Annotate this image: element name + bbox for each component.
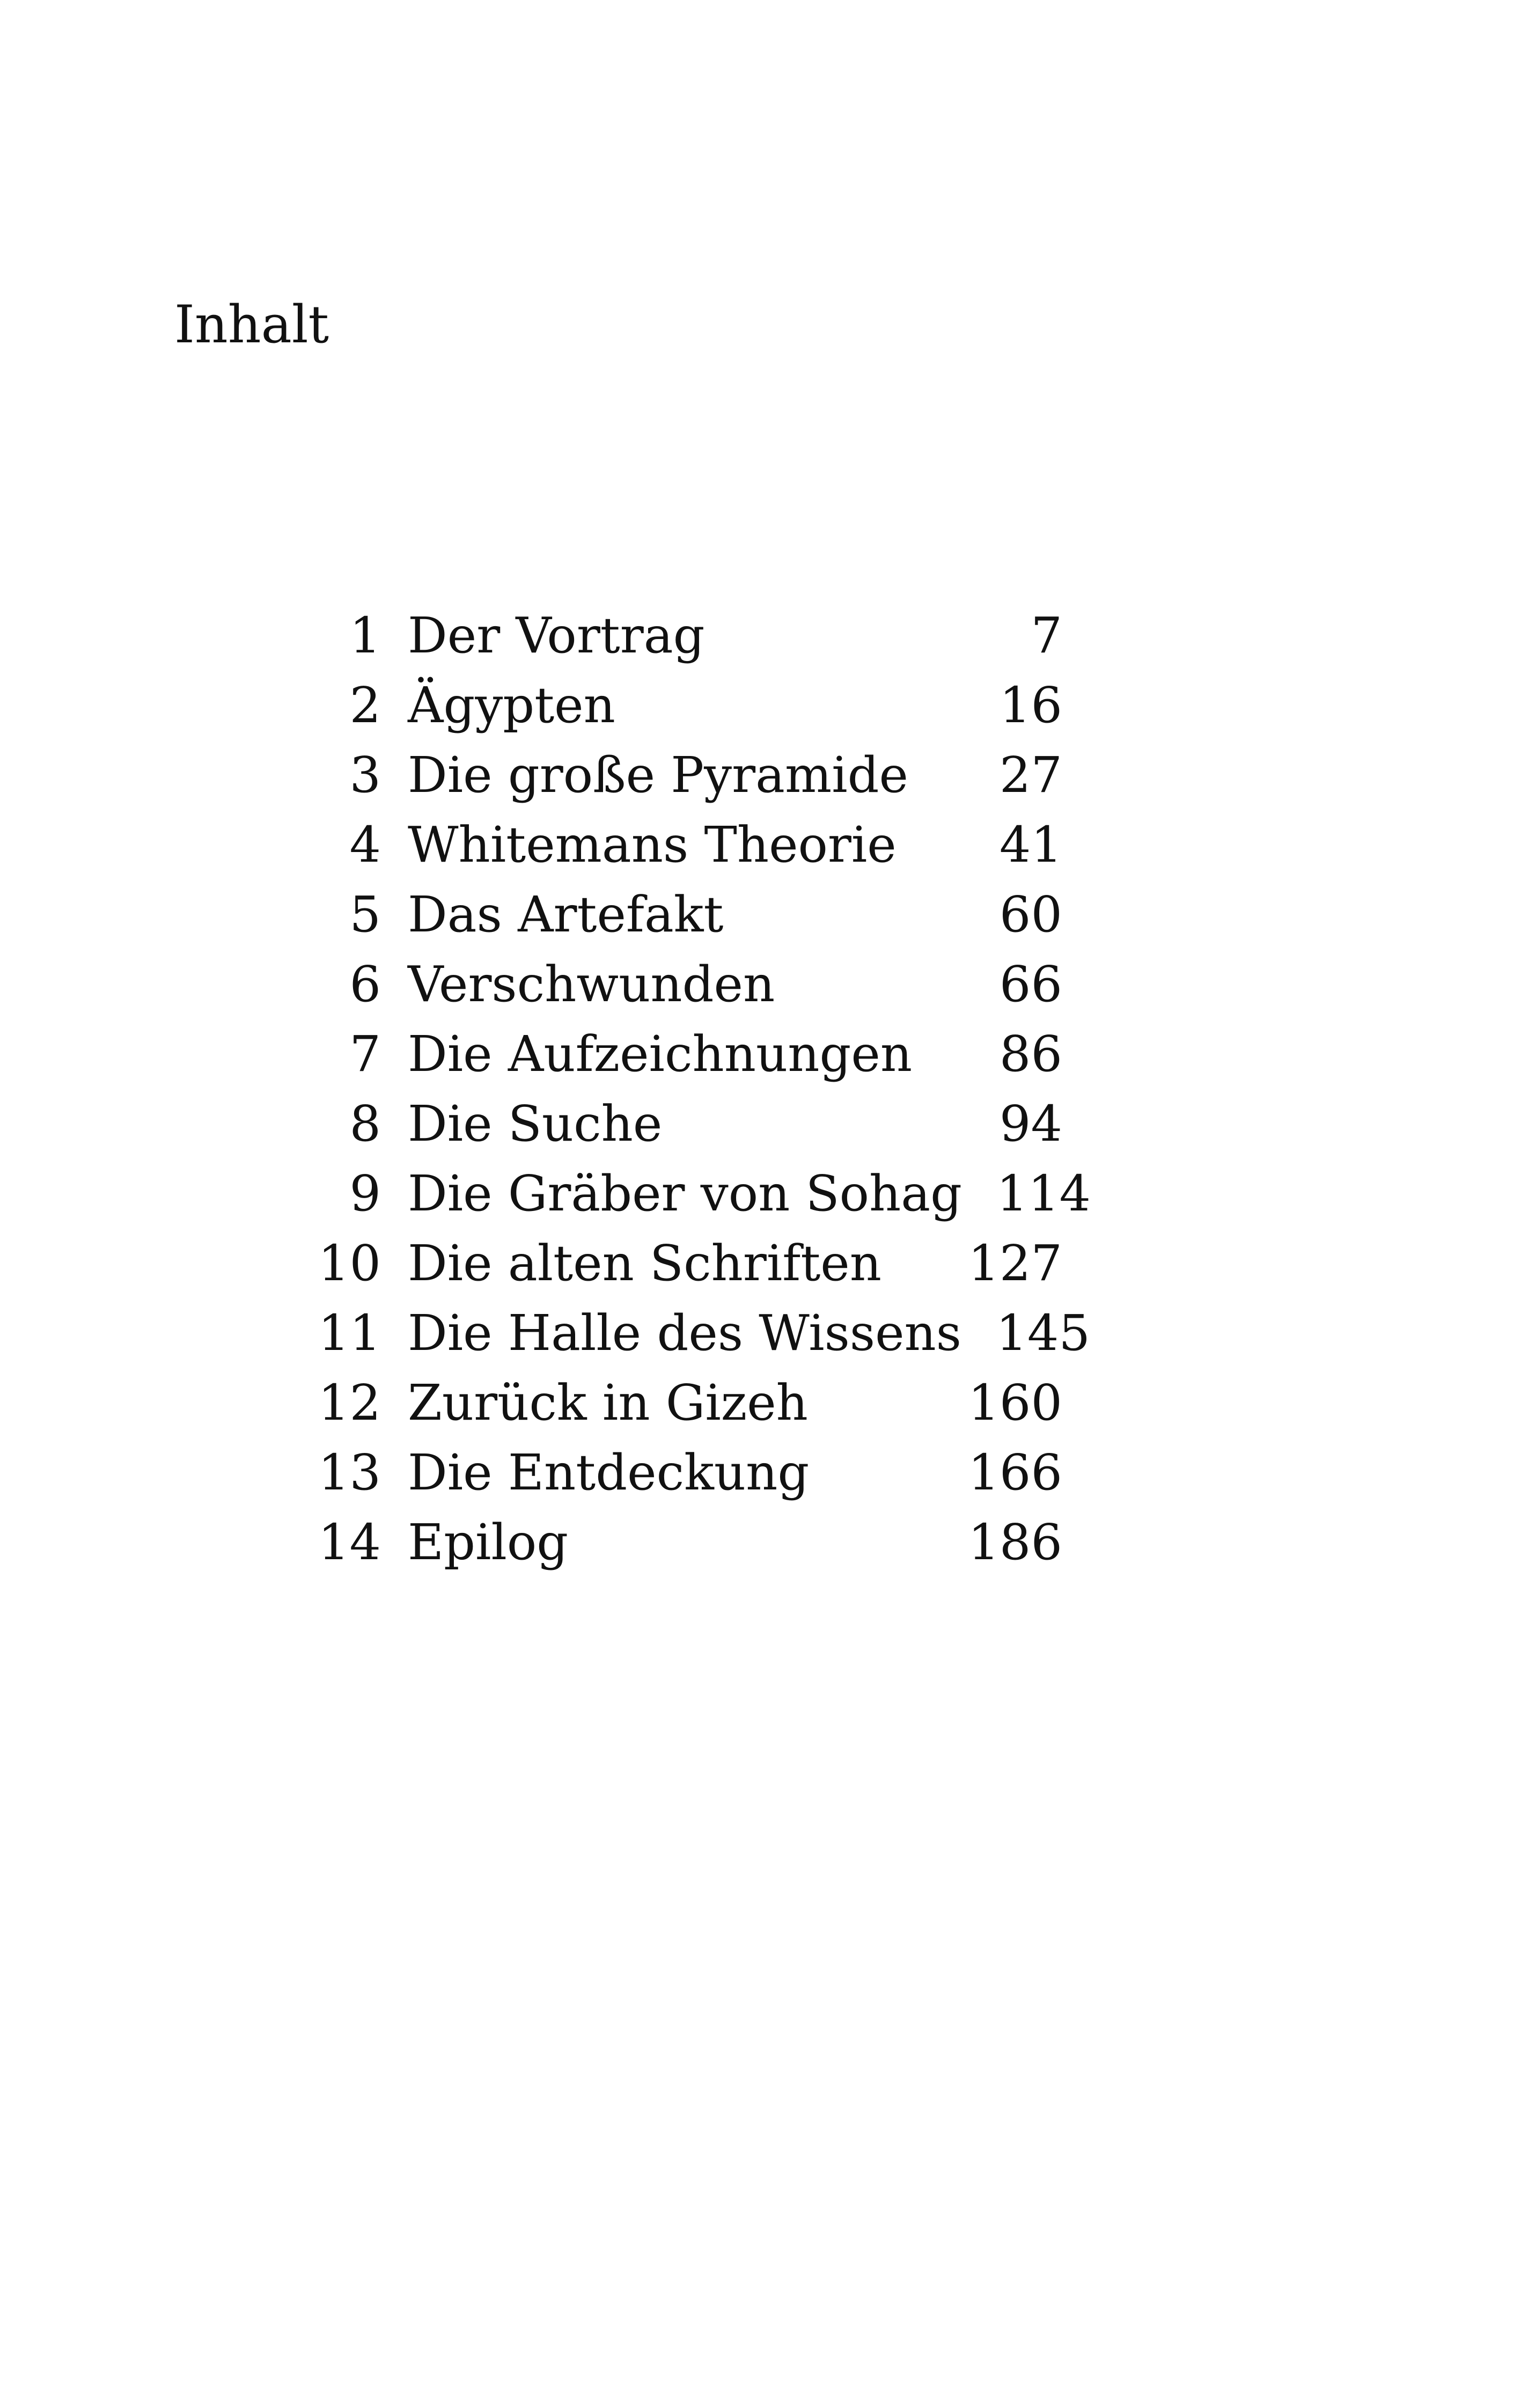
chapter-number: 9 — [349, 1165, 381, 1222]
page-number: 16 — [999, 677, 1062, 734]
chapter-number: 8 — [349, 1095, 381, 1152]
toc-entry — [300, 950, 1062, 1019]
page-number: 41 — [999, 816, 1062, 873]
page-number: 145 — [996, 1304, 1090, 1362]
chapter-title: Die Halle des Wissens — [408, 1304, 961, 1362]
chapter-title: Die Aufzeichnungen — [408, 1025, 913, 1083]
chapter-title: Ägypten — [408, 677, 615, 734]
page-number: 86 — [999, 1025, 1062, 1083]
toc-entry — [300, 1298, 1090, 1368]
chapter-title: Die Entdeckung — [408, 1444, 810, 1501]
toc-entry — [300, 880, 1062, 950]
page-title: Inhalt — [174, 295, 329, 355]
page-number: 127 — [968, 1235, 1062, 1292]
chapter-title: Whitemans Theorie — [408, 816, 897, 873]
toc-entry — [300, 1089, 1062, 1159]
chapter-number: 12 — [318, 1374, 381, 1431]
toc-entry — [300, 601, 1062, 671]
chapter-title: Das Artefakt — [408, 886, 724, 943]
page-number: 7 — [1031, 607, 1062, 664]
page-number: 160 — [968, 1374, 1062, 1431]
chapter-title: Der Vortrag — [408, 607, 705, 664]
toc-entry — [300, 810, 1062, 880]
chapter-title: Die Suche — [408, 1095, 663, 1152]
toc-entry — [300, 740, 1062, 810]
chapter-number: 11 — [318, 1304, 381, 1362]
chapter-number: 5 — [349, 886, 381, 943]
chapter-number: 7 — [349, 1025, 381, 1083]
chapter-number: 2 — [349, 677, 381, 734]
page-number: 66 — [999, 956, 1062, 1013]
page-number: 60 — [999, 886, 1062, 943]
chapter-number: 6 — [349, 956, 381, 1013]
toc-entry — [300, 1159, 1091, 1229]
page-number: 94 — [999, 1095, 1062, 1152]
toc-entry — [300, 1229, 1062, 1298]
page-number: 27 — [999, 746, 1062, 804]
toc-entry — [300, 1019, 1062, 1089]
toc-entry — [300, 1508, 1062, 1577]
table-of-contents — [300, 601, 1091, 1577]
chapter-number: 4 — [349, 816, 381, 873]
chapter-title: Die alten Schriften — [408, 1235, 881, 1292]
toc-entry — [300, 1368, 1062, 1438]
page-number: 114 — [996, 1165, 1091, 1222]
chapter-number: 14 — [318, 1514, 381, 1571]
chapter-title: Epilog — [408, 1514, 569, 1571]
chapter-title: Die große Pyramide — [408, 746, 908, 804]
toc-entry — [300, 671, 1062, 740]
toc-entry — [300, 1438, 1062, 1508]
chapter-number: 10 — [318, 1235, 381, 1292]
page-number: 166 — [968, 1444, 1062, 1501]
chapter-number: 1 — [349, 607, 381, 664]
chapter-number: 3 — [349, 746, 381, 804]
chapter-title: Zurück in Gizeh — [408, 1374, 808, 1431]
chapter-title: Die Gräber von Sohag — [408, 1165, 962, 1222]
chapter-title: Verschwunden — [408, 956, 775, 1013]
chapter-number: 13 — [318, 1444, 381, 1501]
page-number: 186 — [968, 1514, 1062, 1571]
